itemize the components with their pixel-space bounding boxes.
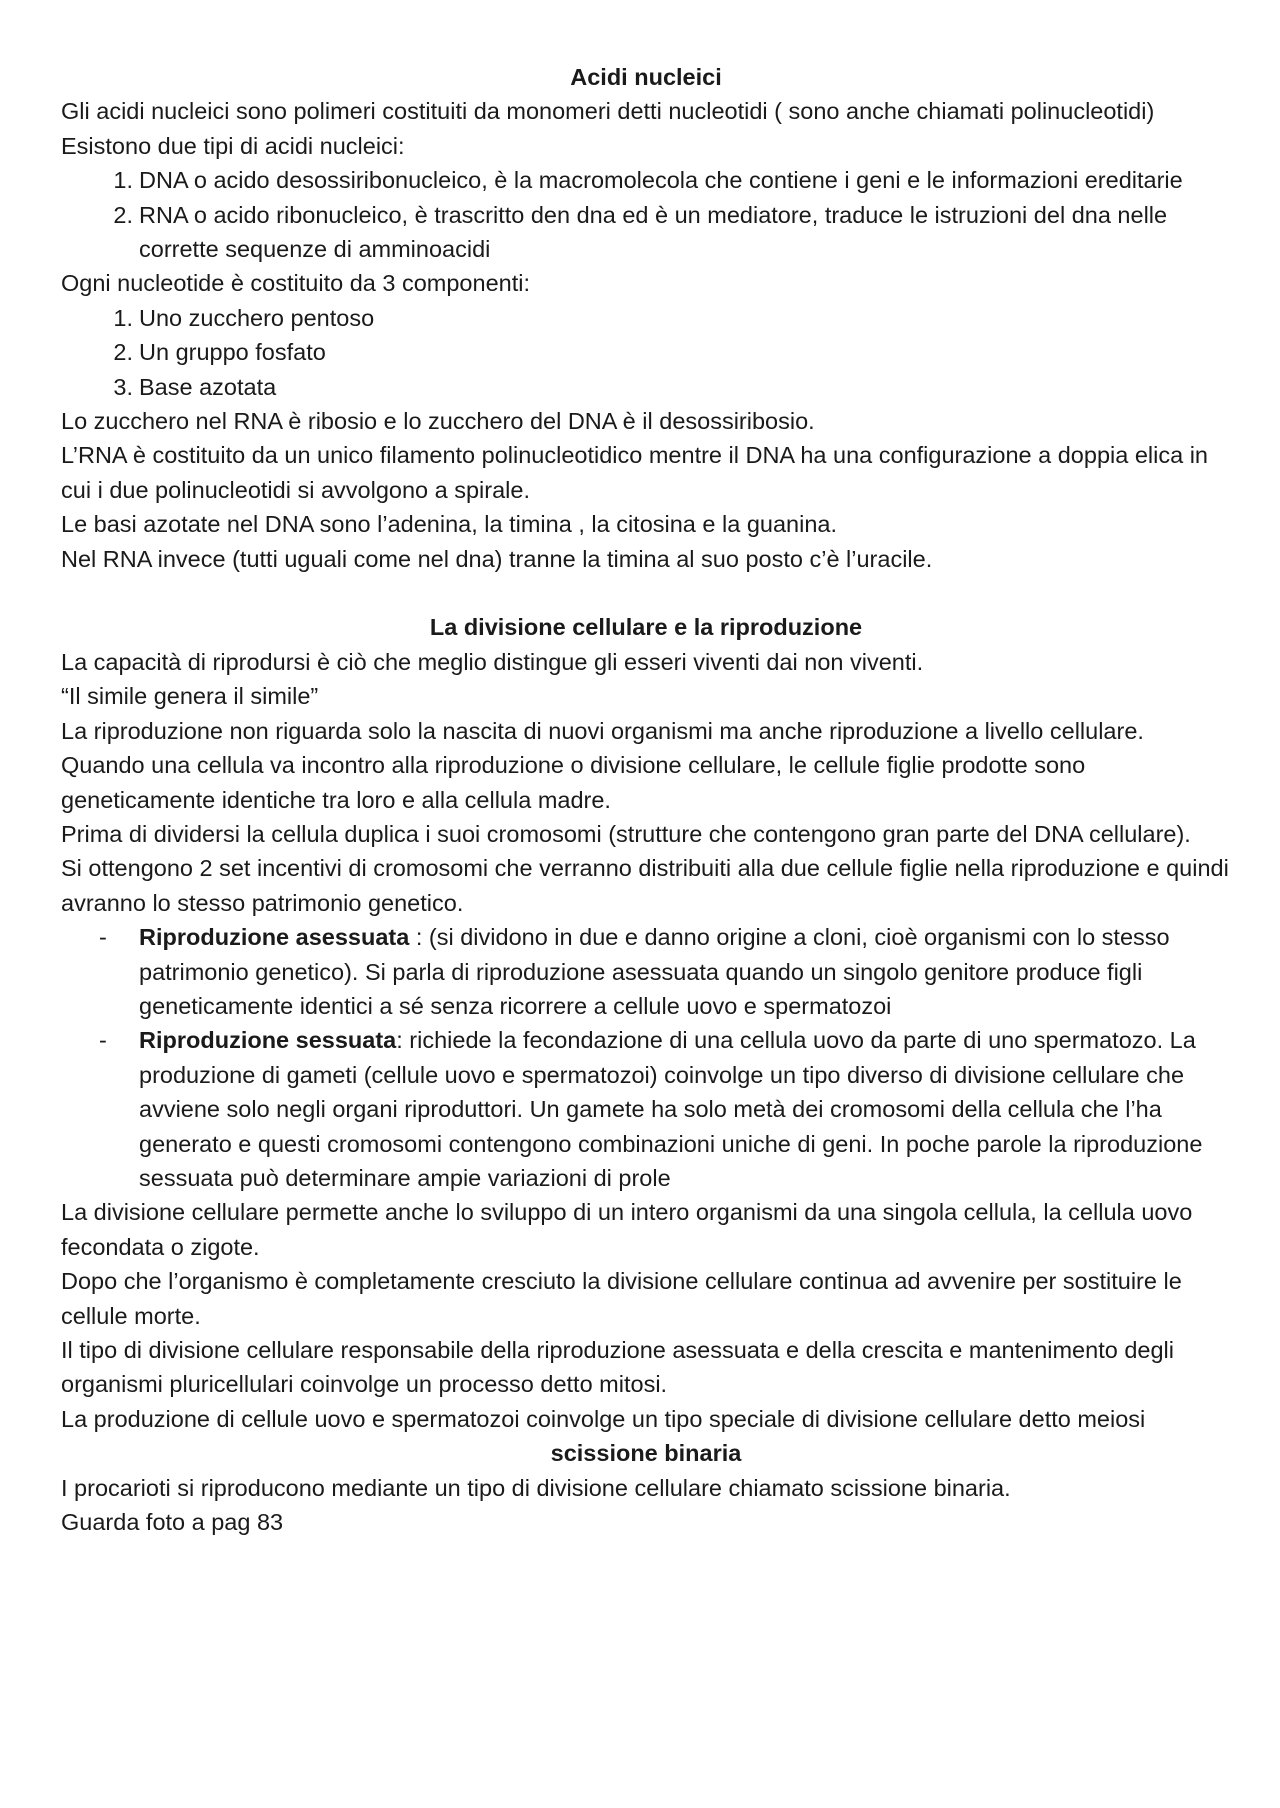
paragraph: La capacità di riprodursi è ciò che meglio distingue gli esseri viventi dai non viventi. xyxy=(61,648,924,675)
paragraph: La riproduzione non riguarda solo la nascita di nuovi organismi ma anche riproduzione a livello cellulare. xyxy=(61,717,1144,744)
paragraph: Dopo che l’organismo è completamente cresciuto la divisione cellulare continua ad avvenire per sostituire le cellule morte. xyxy=(61,1268,1182,1329)
list-number: 3. xyxy=(113,373,133,400)
paragraph: Gli acidi nucleici sono polimeri costituiti da monomeri detti nucleotidi ( sono anche chiamati polinucleotidi) xyxy=(61,98,1155,125)
paragraph: Prima di dividersi la cellula duplica i suoi cromosomi (strutture che contengono gran parte del DNA cellulare). xyxy=(61,820,1191,847)
list-number: 1. xyxy=(113,167,133,194)
paragraph: Le basi azotate nel DNA sono l’adenina, la timina , la citosina e la guanina. xyxy=(61,511,837,538)
list-number: 2. xyxy=(113,339,133,366)
paragraph: Nel RNA invece (tutti uguali come nel dna) tranne la timina al suo posto c’è l’uracile. xyxy=(61,545,933,572)
list-item-text: : richiede la fecondazione di una cellula uovo da parte di uno spermatozo. La produzione di gameti (cellule uovo e spermatozoi) coinvolge un tipo diverso di divisione cellulare che avviene solo negli organi riproduttori. Un gamete ha solo metà dei cromosomi della cellula che l’ha generato e questi cromosomi contengono combinazioni uniche di geni. In poche parole la riproduzione sessuata può determinare ampie variazioni di prole xyxy=(139,1027,1203,1191)
list-item xyxy=(61,1023,1231,1195)
list-item xyxy=(61,370,1231,404)
list-item-text: DNA o acido desossiribonucleico, è la macromolecola che contiene i geni e le informazioni ereditarie xyxy=(139,167,1183,194)
list-item-text: Un gruppo fosfato xyxy=(139,339,326,366)
bold-term: Riproduzione asessuata xyxy=(139,924,410,951)
list-item-text: Uno zucchero pentoso xyxy=(139,304,375,331)
list-item-text: RNA o acido ribonucleico, è trascritto den dna ed è un mediatore, traduce le istruzioni del dna nelle corrette sequenze di amminoacidi xyxy=(139,201,1168,263)
list-item xyxy=(61,163,1231,197)
spacer xyxy=(61,576,1231,610)
paragraph: Il tipo di divisione cellulare responsabile della riproduzione asessuata e della crescita e mantenimento degli organismi pluricellulari coinvolge un processo detto mitosi. xyxy=(61,1337,1174,1398)
paragraph: Esistono due tipi di acidi nucleici: xyxy=(61,132,405,159)
bullet-dash: - xyxy=(99,1027,107,1054)
section-title-acidi-nucleici: Acidi nucleici xyxy=(570,64,722,90)
paragraph: “Il simile genera il simile” xyxy=(61,683,319,710)
paragraph: Lo zucchero nel RNA è ribosio e lo zucchero del DNA è il desossiribosio. xyxy=(61,408,815,435)
paragraph: Guarda foto a pag 83 xyxy=(61,1509,284,1536)
list-number: 1. xyxy=(113,304,133,331)
list-item-text: : (si dividono in due e danno origine a cloni, cioè organismi con lo stesso patrimonio genetico). Si parla di riproduzione asessuata quando un singolo genitore produce figli geneticamente identici a sé senza ricorrere a cellule uovo e spermatozoi xyxy=(139,924,1170,1019)
reproduction-types-list xyxy=(61,920,1231,1195)
bullet-dash: - xyxy=(99,924,107,951)
list-item xyxy=(61,920,1231,1023)
list-item xyxy=(61,301,1231,335)
document-page xyxy=(61,60,1231,1539)
section-title-divisione-cellulare: La divisione cellulare e la riproduzione xyxy=(429,614,863,641)
paragraph: L’RNA è costituito da un unico filamento polinucleotidico mentre il DNA ha una configurazione a doppia elica in cui i due polinucleotidi si avvolgono a spirale. xyxy=(61,442,1208,503)
list-item xyxy=(61,198,1231,267)
bold-term: Riproduzione sessuata xyxy=(139,1027,397,1054)
list-item xyxy=(61,335,1231,369)
nucleic-acid-types-list xyxy=(61,163,1231,266)
list-item-text: Base azotata xyxy=(139,373,277,400)
section-title-scissione-binaria: scissione binaria xyxy=(550,1440,742,1467)
paragraph: La produzione di cellule uovo e spermatozoi coinvolge un tipo speciale di divisione cellulare detto meiosi xyxy=(61,1405,1146,1432)
list-number: 2. xyxy=(113,201,133,228)
paragraph: Si ottengono 2 set incentivi di cromosomi che verranno distribuiti alla due cellule figlie nella riproduzione e quindi avranno lo stesso patrimonio genetico. xyxy=(61,855,1229,916)
paragraph: I procarioti si riproducono mediante un tipo di divisione cellulare chiamato scissione binaria. xyxy=(61,1474,1011,1501)
nucleotide-components-list xyxy=(61,301,1231,404)
paragraph: Quando una cellula va incontro alla riproduzione o divisione cellulare, le cellule figlie prodotte sono geneticamente identiche tra loro e alla cellula madre. xyxy=(61,752,1086,813)
paragraph: Ogni nucleotide è costituito da 3 componenti: xyxy=(61,270,530,297)
paragraph: La divisione cellulare permette anche lo sviluppo di un intero organismi da una singola cellula, la cellula uovo fecondata o zigote. xyxy=(61,1199,1193,1260)
